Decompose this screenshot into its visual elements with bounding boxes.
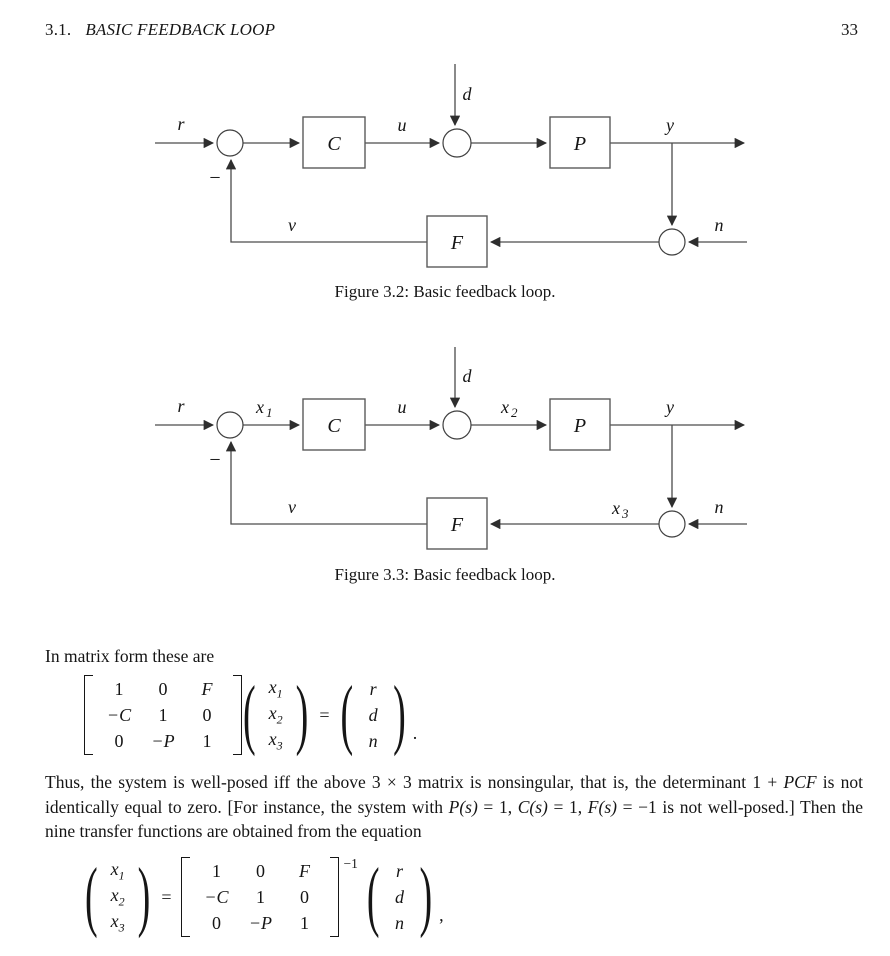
- vector-entry: $x_2$: [268, 702, 283, 727]
- paragraph-segment: is not identically equal to zero. [For instance, the system with: [45, 772, 863, 817]
- matrix-cell: F: [298, 860, 310, 881]
- figure-3-2-diagram: [140, 58, 770, 273]
- paren-right-icon: ): [419, 853, 433, 941]
- paragraph-segment: = 1,: [547, 796, 588, 817]
- matrix-cell: 0: [202, 704, 212, 725]
- fig32-signal-u: u: [397, 115, 407, 135]
- matrix-cell: 1: [255, 886, 265, 907]
- fig32-summing-junction-1: [217, 130, 243, 156]
- vector-entry: d: [395, 886, 404, 907]
- fig33-signal-x3-base: x: [612, 498, 620, 518]
- vector-entry: $x_2$: [110, 884, 125, 909]
- matrix-bracket-left: [84, 675, 93, 755]
- matrix-cell: 1: [211, 860, 221, 881]
- vector-entry: d: [368, 704, 378, 725]
- rhs-vector: [381, 856, 419, 938]
- fig33-summing-junction-3: [659, 511, 685, 537]
- paragraph-segment: Thus, the system is well-posed iff the above 3 × 3 matrix is nonsingular, that is, the determinant 1 +: [45, 772, 784, 792]
- matrix-cell: −P: [151, 730, 175, 751]
- fig32-block-F-label: F: [450, 232, 464, 254]
- fig33-signal-r: r: [177, 396, 185, 416]
- fig33-signal-u: u: [397, 397, 407, 417]
- section-heading: [45, 20, 275, 40]
- vector-entry: $x_3$: [268, 728, 283, 753]
- vector-entry: r: [369, 678, 377, 699]
- section-title: BASIC FEEDBACK LOOP: [85, 20, 276, 39]
- fig32-signal-r: r: [177, 114, 185, 134]
- fig32-block-C-label: C: [327, 133, 341, 155]
- vector-entry: $x_1$: [110, 858, 125, 883]
- matrix-cell: 1: [114, 678, 124, 699]
- matrix-cell: 0: [255, 860, 265, 881]
- fig33-block-P-label: P: [573, 415, 587, 437]
- fig33-signal-x3-sub: 3: [622, 506, 629, 521]
- fig33-signal-x1-sub: 1: [266, 405, 273, 420]
- paren-right-icon: ): [137, 853, 151, 941]
- fig33-signal-v: v: [288, 497, 296, 517]
- paragraph-segment-math: PCF: [783, 772, 817, 792]
- intro-text: In matrix form these are: [45, 646, 215, 666]
- vector-entry: $x_1$: [268, 676, 283, 701]
- fig32-block-P-label: P: [573, 133, 587, 155]
- rhs-vector: [354, 674, 392, 756]
- fig33-signal-n: n: [714, 497, 724, 517]
- fig33-summing-junction-1: [217, 412, 243, 438]
- body-paragraph: [45, 770, 863, 844]
- fig32-signal-n: n: [714, 215, 724, 235]
- lhs-vector: [99, 856, 137, 938]
- fig33-block-F-label: F: [450, 514, 464, 536]
- fig33-block-C-label: C: [327, 415, 341, 437]
- equation-punctuation: ,: [439, 905, 444, 925]
- paren-left-icon: (: [340, 671, 354, 759]
- page-header: [45, 20, 858, 40]
- paren-right-icon: ): [295, 671, 309, 759]
- matrix-cell: 0: [114, 730, 124, 751]
- fig32-summing-junction-2: [443, 129, 471, 157]
- matrix-bracket-right: [233, 675, 242, 755]
- unknown-vector: [257, 674, 295, 756]
- matrix-cell: 1: [158, 704, 168, 725]
- matrix-cell: 1: [202, 730, 212, 751]
- fig33-signal-x3: [611, 498, 629, 521]
- matrix-cell: 0: [211, 912, 221, 933]
- fig32-feedback-return: [231, 160, 427, 242]
- fig32-minus-sign: −: [209, 167, 221, 189]
- matrix-cell: −P: [248, 912, 273, 933]
- fig33-signal-x2-sub: 2: [511, 405, 518, 420]
- vector-entry: n: [395, 912, 404, 933]
- matrix-cell: −C: [204, 886, 229, 907]
- fig33-signal-x2: [500, 397, 518, 420]
- equation-2: [84, 853, 444, 941]
- fig33-signal-x1-base: x: [256, 397, 264, 417]
- matrix-bracket-right: [330, 857, 339, 937]
- paragraph-segment: = 1,: [477, 796, 518, 817]
- fig33-signal-x1: [255, 397, 273, 420]
- paragraph-segment: = −1 is not well-posed.] Then the nine transfer functions are obtained from the equation: [45, 796, 864, 841]
- fig33-feedback-return: [231, 442, 427, 524]
- paren-left-icon: (: [85, 853, 98, 941]
- matrix-cell: 0: [158, 678, 168, 699]
- paragraph-segment-math: P(s): [448, 796, 478, 817]
- vector-entry: n: [368, 730, 378, 751]
- equation-1: [84, 671, 418, 759]
- matrix-cell: F: [201, 678, 213, 699]
- fig32-signal-v: v: [288, 215, 296, 235]
- page-number: 33: [841, 20, 858, 39]
- equals-sign: =: [319, 704, 330, 725]
- coefficient-matrix: [93, 674, 233, 756]
- fig33-minus-sign: −: [209, 449, 221, 471]
- equation-punctuation: .: [412, 723, 418, 743]
- fig32-signal-y: y: [666, 115, 674, 135]
- section-number: 3.1.: [45, 20, 72, 39]
- vector-entry: r: [395, 860, 403, 881]
- paren-left-icon: (: [243, 671, 256, 759]
- vector-entry: $x_3$: [110, 910, 125, 935]
- equals-sign: =: [161, 886, 172, 907]
- paren-right-icon: ): [393, 671, 406, 759]
- fig32-summing-junction-3: [659, 229, 685, 255]
- matrix-cell: 1: [299, 912, 309, 933]
- figure-3-3-diagram: [140, 341, 770, 561]
- fig33-signal-x2-base: x: [501, 397, 509, 417]
- coefficient-matrix: [190, 856, 330, 938]
- matrix-bracket-left: [181, 857, 190, 937]
- paragraph-segment-math: C(s): [517, 796, 548, 817]
- matrix-cell: −C: [106, 704, 132, 725]
- paren-left-icon: (: [366, 853, 380, 941]
- fig33-signal-y: y: [666, 397, 674, 417]
- paragraph-segment-math: F(s): [587, 796, 617, 817]
- matrix-cell: 0: [299, 886, 309, 907]
- fig33-summing-junction-2: [443, 411, 471, 439]
- figure-3-3-caption: Figure 3.3: Basic feedback loop.: [334, 565, 556, 584]
- fig33-signal-d: d: [462, 366, 472, 386]
- fig32-signal-d: d: [462, 84, 472, 104]
- inverse-exponent: −1: [343, 856, 358, 871]
- figure-3-2-caption: Figure 3.2: Basic feedback loop.: [334, 282, 556, 301]
